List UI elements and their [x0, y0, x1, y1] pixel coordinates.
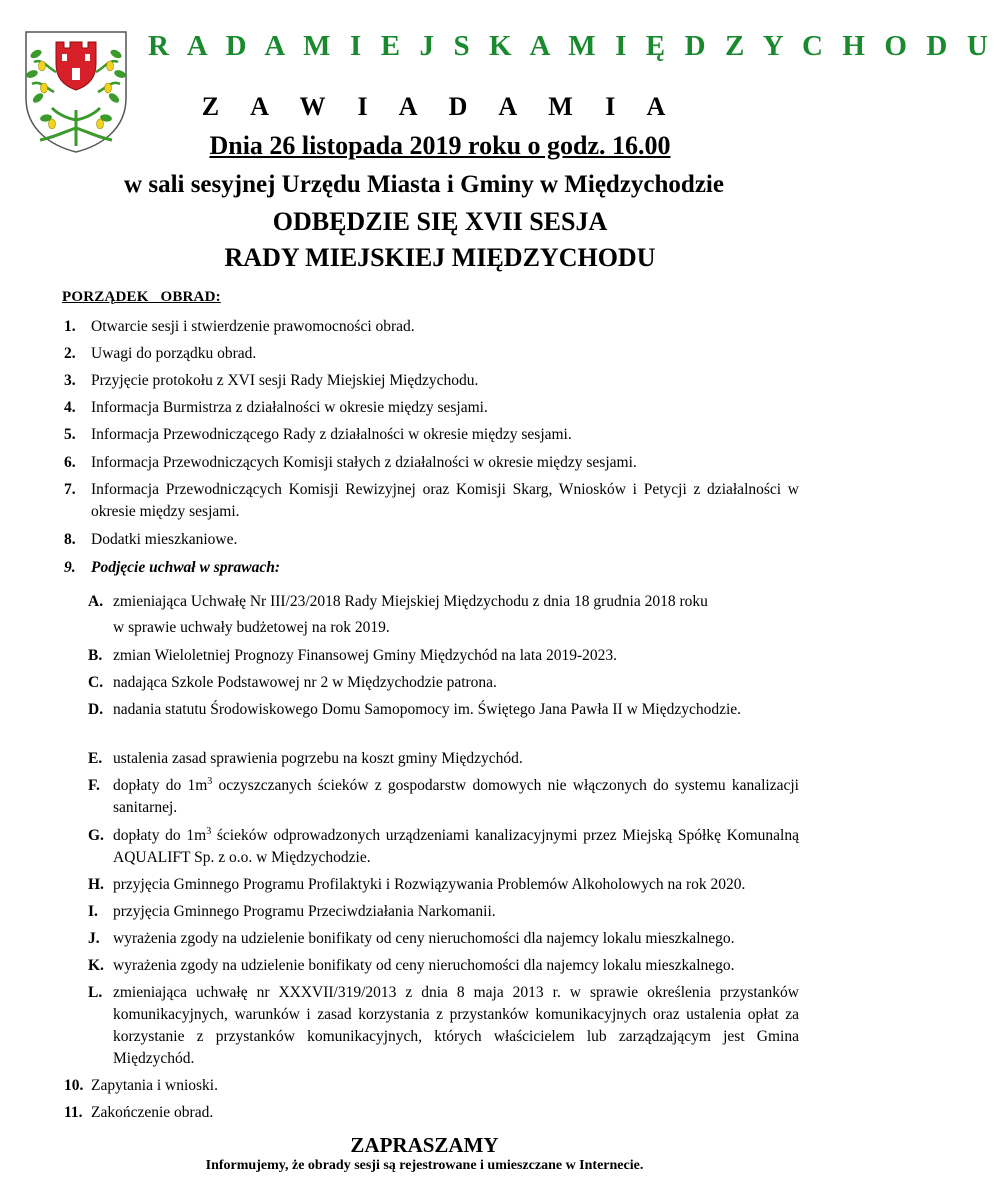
agenda-item: 7. Informacja Przewodniczących Komisji Rewizyjnej oraz Komisji Skarg, Wniosków i Petycji z działalności w okresie między sesjami. [64, 481, 799, 520]
session-title-line-1: ODBĘDZIE SIĘ XVII SESJA [272, 207, 608, 236]
resolution-item: K. wyrażenia zgody na udzielenie bonifikaty od ceny nieruchomości dla najemcy lokalu mieszkalnego. [88, 957, 735, 974]
resolution-item: H. przyjęcia Gminnego Programu Profilaktyki i Rozwiązywania Problemów Alkoholowych na rok 2020. [88, 876, 746, 893]
recording-notice: Informujemy, że obrady sesji są rejestrowane i umieszczane w Internecie. [205, 1158, 644, 1173]
resolution-item: G. dopłaty do $1m^3$ ścieków odprowadzonych urządzeniami kanalizacyjnymi przez Miejską Spółkę Komunalną AQUALIFT Sp. z o.o. w Międzychodzie. [88, 825, 799, 866]
session-date: Dnia 26 listopada 2019 roku o godz. 16.00 [209, 131, 671, 160]
agenda-item: 1. Otwarcie sesji i stwierdzenie prawomocności obrad. [64, 318, 415, 335]
resolution-item: J. wyrażenia zgody na udzielenie bonifikaty od ceny nieruchomości dla najemcy lokalu mieszkalnego. [88, 930, 735, 947]
agenda-item: 11. Zakończenie obrad. [64, 1104, 214, 1121]
agenda-item: 4. Informacja Burmistrza z działalności w okresie między sesjami. [64, 399, 488, 416]
resolution-item-continuation: w sprawie uchwały budżetowej na rok 2019. [113, 619, 390, 636]
resolution-item: E. ustalenia zasad sprawienia pogrzebu na koszt gminy Międzychód. [88, 750, 523, 767]
agenda-item: 6. Informacja Przewodniczących Komisji stałych z działalności w okresie między sesjami. [64, 454, 637, 471]
agenda-item: 3. Przyjęcie protokołu z XVI sesji Rady Miejskiej Międzychodu. [64, 372, 479, 389]
session-title-line-2: RADY MIEJSKIEJ MIĘDZYCHODU [224, 243, 656, 272]
agenda-item: 8. Dodatki mieszkaniowe. [64, 531, 238, 548]
invitation-heading: ZAPRASZAMY [350, 1133, 499, 1157]
resolution-item: I. przyjęcia Gminnego Programu Przeciwdziałania Narkomanii. [88, 903, 496, 920]
resolution-item: B. zmian Wieloletniej Prognozy Finansowej Gminy Międzychód na lata 2019-2023. [88, 647, 618, 664]
announcement-heading: Z A W I A D A M I A [201, 92, 679, 121]
resolution-item: C. nadająca Szkole Podstawowej nr 2 w Międzychodzie patrona. [88, 674, 497, 691]
agenda-title: PORZĄDEK OBRAD: [62, 289, 221, 305]
council-name: R A D A M I E J S K A M I Ę D Z Y C H O D U [148, 30, 994, 62]
resolution-item: D. nadania statutu Środowiskowego Domu Samopomocy im. Świętego Jana Pawła II w Międzychodzie. [88, 701, 742, 718]
agenda-item: 2. Uwagi do porządku obrad. [64, 345, 257, 362]
agenda-item: 5. Informacja Przewodniczącego Rady z działalności w okresie między sesjami. [64, 426, 572, 443]
resolution-item: F. dopłaty do $1m^3$ oczyszczanych ścieków z gospodarstw domowych nie włączonych do systemu kanalizacji sanitarnej. [88, 775, 799, 816]
resolution-item: A. zmieniająca Uchwałę Nr III/23/2018 Rady Miejskiej Międzychodu z dnia 18 grudnia 2018 roku [88, 593, 708, 610]
session-place: w sali sesyjnej Urzędu Miasta i Gminy w Międzychodzie [124, 171, 724, 198]
agenda-item: 10. Zapytania i wnioski. [64, 1077, 218, 1094]
agenda-item: 9. Podjęcie uchwał w sprawach: [64, 559, 281, 576]
resolution-item: L. zmieniająca uchwałę nr XXXVII/319/2013 z dnia 8 maja 2013 r. w sprawie określenia przystanków komunikacyjnych, warunków i zasad korzystania z przystanków komunikacyjnych oraz ustalenia opłat za korzystanie z przystanków komunikacyjnych, których właścicielem lub zarządzającym jest Gmina Międzychód. [88, 984, 799, 1067]
